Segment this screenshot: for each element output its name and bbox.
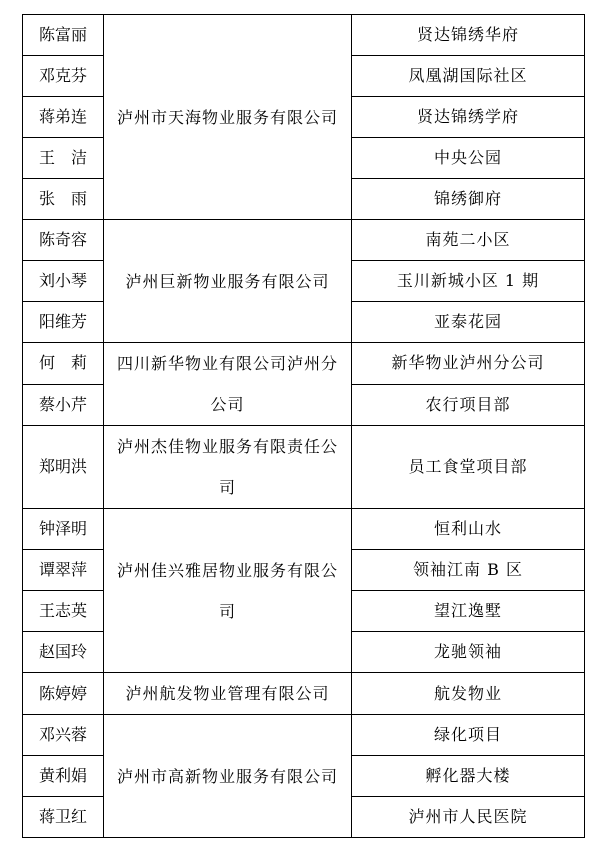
company-cell: 泸州航发物业管理有限公司 (104, 673, 352, 715)
project-cell: 孵化器大楼 (352, 756, 585, 797)
staff-name-cell: 谭翠萍 (23, 550, 104, 591)
table-row (23, 715, 585, 756)
table-row (23, 343, 585, 385)
staff-table-body (23, 15, 585, 838)
project-cell: 南苑二小区 (352, 220, 585, 261)
project-cell: 航发物业 (352, 673, 585, 715)
staff-name-cell: 王志英 (23, 591, 104, 632)
staff-name-cell: 陈富丽 (23, 15, 104, 56)
table-row (23, 426, 585, 509)
staff-name-cell: 郑明洪 (23, 426, 104, 509)
staff-name-cell: 黄利娟 (23, 756, 104, 797)
project-cell: 中央公园 (352, 138, 585, 179)
project-cell: 龙驰领袖 (352, 632, 585, 673)
table-row (23, 15, 585, 56)
table-row (23, 220, 585, 261)
project-cell: 贤达锦绣学府 (352, 97, 585, 138)
project-cell: 员工食堂项目部 (352, 426, 585, 509)
project-cell: 农行项目部 (352, 384, 585, 426)
table-row (23, 673, 585, 715)
company-cell: 泸州佳兴雅居物业服务有限公司 (104, 509, 352, 673)
project-cell: 领袖江南 B 区 (352, 550, 585, 591)
project-cell: 望江逸墅 (352, 591, 585, 632)
staff-name-cell: 邓克芬 (23, 56, 104, 97)
staff-name-cell: 蒋卫红 (23, 797, 104, 838)
table-row (23, 509, 585, 550)
staff-name-cell: 王 洁 (23, 138, 104, 179)
project-cell: 新华物业泸州分公司 (352, 343, 585, 385)
project-cell: 恒利山水 (352, 509, 585, 550)
company-cell: 泸州杰佳物业服务有限责任公司 (104, 426, 352, 509)
project-cell: 凤凰湖国际社区 (352, 56, 585, 97)
staff-name-cell: 陈奇容 (23, 220, 104, 261)
project-cell: 亚泰花园 (352, 302, 585, 343)
project-cell: 贤达锦绣华府 (352, 15, 585, 56)
staff-name-cell: 钟泽明 (23, 509, 104, 550)
project-cell: 绿化项目 (352, 715, 585, 756)
company-cell: 泸州市高新物业服务有限公司 (104, 715, 352, 838)
company-cell: 泸州巨新物业服务有限公司 (104, 220, 352, 343)
staff-name-cell: 赵国玲 (23, 632, 104, 673)
staff-name-cell: 阳维芳 (23, 302, 104, 343)
staff-name-cell: 邓兴蓉 (23, 715, 104, 756)
staff-name-cell: 蒋弟连 (23, 97, 104, 138)
company-cell: 泸州市天海物业服务有限公司 (104, 15, 352, 220)
staff-name-cell: 何 莉 (23, 343, 104, 385)
project-cell: 玉川新城小区 1 期 (352, 261, 585, 302)
company-cell: 四川新华物业有限公司泸州分公司 (104, 343, 352, 426)
project-cell: 锦绣御府 (352, 179, 585, 220)
staff-table (22, 14, 585, 838)
staff-name-cell: 蔡小芹 (23, 384, 104, 426)
staff-name-cell: 刘小琴 (23, 261, 104, 302)
staff-name-cell: 张 雨 (23, 179, 104, 220)
project-cell: 泸州市人民医院 (352, 797, 585, 838)
staff-name-cell: 陈婷婷 (23, 673, 104, 715)
